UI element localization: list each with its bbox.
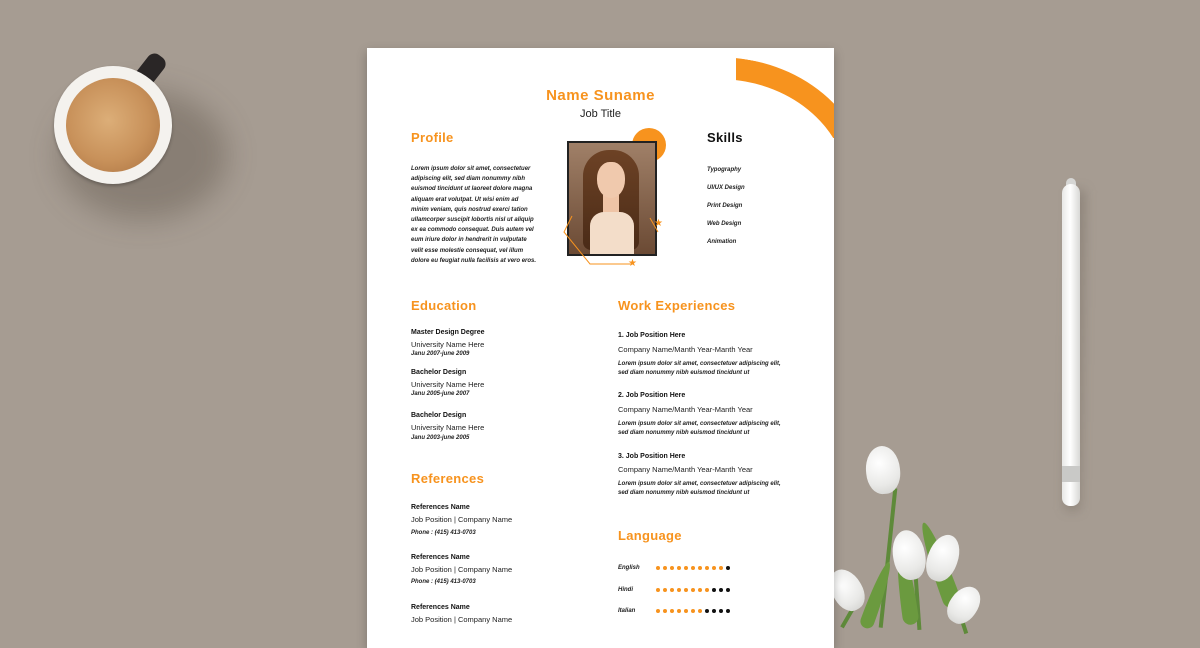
profile-heading: Profile — [411, 130, 454, 145]
language-level-dots — [656, 566, 733, 570]
level-dot — [677, 588, 681, 592]
job-company: Company Name/Manth Year-Manth Year — [618, 465, 753, 474]
svg-text:★: ★ — [628, 258, 637, 269]
language-name: Hindi — [618, 587, 633, 593]
skill-item: Typography — [707, 167, 742, 173]
level-dot — [719, 566, 723, 570]
reference-name: References Name — [411, 604, 470, 611]
reference-position: Job Position | Company Name — [411, 615, 513, 624]
job-title: 1. Job Position Here — [618, 332, 686, 339]
pencil-band — [1062, 466, 1080, 482]
level-dot — [656, 609, 660, 613]
level-dot — [726, 609, 730, 613]
profile-text: Lorem ipsum dolor sit amet, consectetuer adipiscing elit, sed diam nonummy nibh euismod tincidunt ut laoreet dolore magna aliquam erat volutpat. Ut wisi enim ad minim veniam, quis nostrud exerci tation ullamcorper suscipit lobortis nisl ut aliquip ex ea commodo consequat. Duis autem vel eum iriure dolor in hendrerit in vulputate velit esse molestie consequat, vel illum dolore eu feugiat nulla facilisis at vero eros. — [411, 166, 537, 264]
level-dot — [698, 588, 702, 592]
level-dot — [719, 588, 723, 592]
education-school: University Name Here — [411, 423, 485, 432]
level-dot — [677, 566, 681, 570]
job-title: 3. Job Position Here — [618, 453, 686, 460]
level-dot — [719, 609, 723, 613]
level-dot — [691, 566, 695, 570]
skill-item: Animation — [707, 239, 737, 245]
level-dot — [656, 566, 660, 570]
job-description: Lorem ipsum dolor sit amet, consectetuer adipiscing elit, — [618, 361, 781, 367]
education-heading: Education — [411, 298, 477, 313]
level-dot — [670, 609, 674, 613]
level-dot — [698, 566, 702, 570]
level-dot — [663, 588, 667, 592]
stylus-pencil-icon — [1062, 184, 1080, 506]
education-school: University Name Here — [411, 340, 485, 349]
reference-phone: Phone : (415) 413-0703 — [411, 530, 476, 536]
job-description: Lorem ipsum dolor sit amet, consectetuer adipiscing elit, — [618, 421, 781, 427]
level-dot — [712, 566, 716, 570]
job-description: sed diam nonummy nibh euismod tincidunt ut — [618, 490, 750, 496]
reference-name: References Name — [411, 554, 470, 561]
reference-position: Job Position | Company Name — [411, 565, 513, 574]
education-dates: Janu 2005-june 2007 — [411, 391, 470, 397]
resume-job-title: Job Title — [580, 108, 621, 120]
svg-text:★: ★ — [654, 218, 663, 229]
education-dates: Janu 2007-june 2009 — [411, 351, 470, 357]
work-heading: Work Experiences — [618, 298, 736, 313]
education-degree: Master Design Degree — [411, 329, 485, 336]
reference-name: References Name — [411, 504, 470, 511]
job-description: Lorem ipsum dolor sit amet, consectetuer adipiscing elit, — [618, 481, 781, 487]
skills-heading: Skills — [707, 130, 743, 145]
skill-item: UI/UX Design — [707, 185, 745, 191]
level-dot — [684, 609, 688, 613]
level-dot — [670, 588, 674, 592]
reference-phone: Phone : (415) 413-0703 — [411, 579, 476, 585]
language-level-dots — [656, 588, 733, 592]
level-dot — [712, 588, 716, 592]
language-heading: Language — [618, 528, 682, 543]
education-school: University Name Here — [411, 380, 485, 389]
skill-item: Web Design — [707, 221, 742, 227]
job-title: 2. Job Position Here — [618, 392, 686, 399]
level-dot — [705, 588, 709, 592]
level-dot — [670, 566, 674, 570]
skill-item: Print Design — [707, 203, 743, 209]
level-dot — [705, 566, 709, 570]
level-dot — [684, 566, 688, 570]
job-description: sed diam nonummy nibh euismod tincidunt ut — [618, 370, 750, 376]
level-dot — [691, 588, 695, 592]
job-description: sed diam nonummy nibh euismod tincidunt ut — [618, 430, 750, 436]
references-heading: References — [411, 471, 485, 486]
level-dot — [726, 588, 730, 592]
job-company: Company Name/Manth Year-Manth Year — [618, 405, 753, 414]
level-dot — [677, 609, 681, 613]
hexagon-star-decoration — [560, 210, 670, 270]
level-dot — [712, 609, 716, 613]
education-dates: Janu 2003-june 2005 — [411, 435, 470, 441]
resume-name: Name Suname — [546, 87, 655, 104]
language-level-dots — [656, 609, 733, 613]
reference-position: Job Position | Company Name — [411, 515, 513, 524]
coffee-surface — [66, 78, 160, 172]
level-dot — [656, 588, 660, 592]
language-name: Italian — [618, 608, 636, 614]
education-degree: Bachelor Design — [411, 369, 467, 376]
level-dot — [663, 609, 667, 613]
level-dot — [698, 609, 702, 613]
level-dot — [691, 609, 695, 613]
level-dot — [726, 566, 730, 570]
job-company: Company Name/Manth Year-Manth Year — [618, 345, 753, 354]
level-dot — [705, 609, 709, 613]
level-dot — [684, 588, 688, 592]
language-name: English — [618, 565, 640, 571]
level-dot — [663, 566, 667, 570]
education-degree: Bachelor Design — [411, 412, 467, 419]
